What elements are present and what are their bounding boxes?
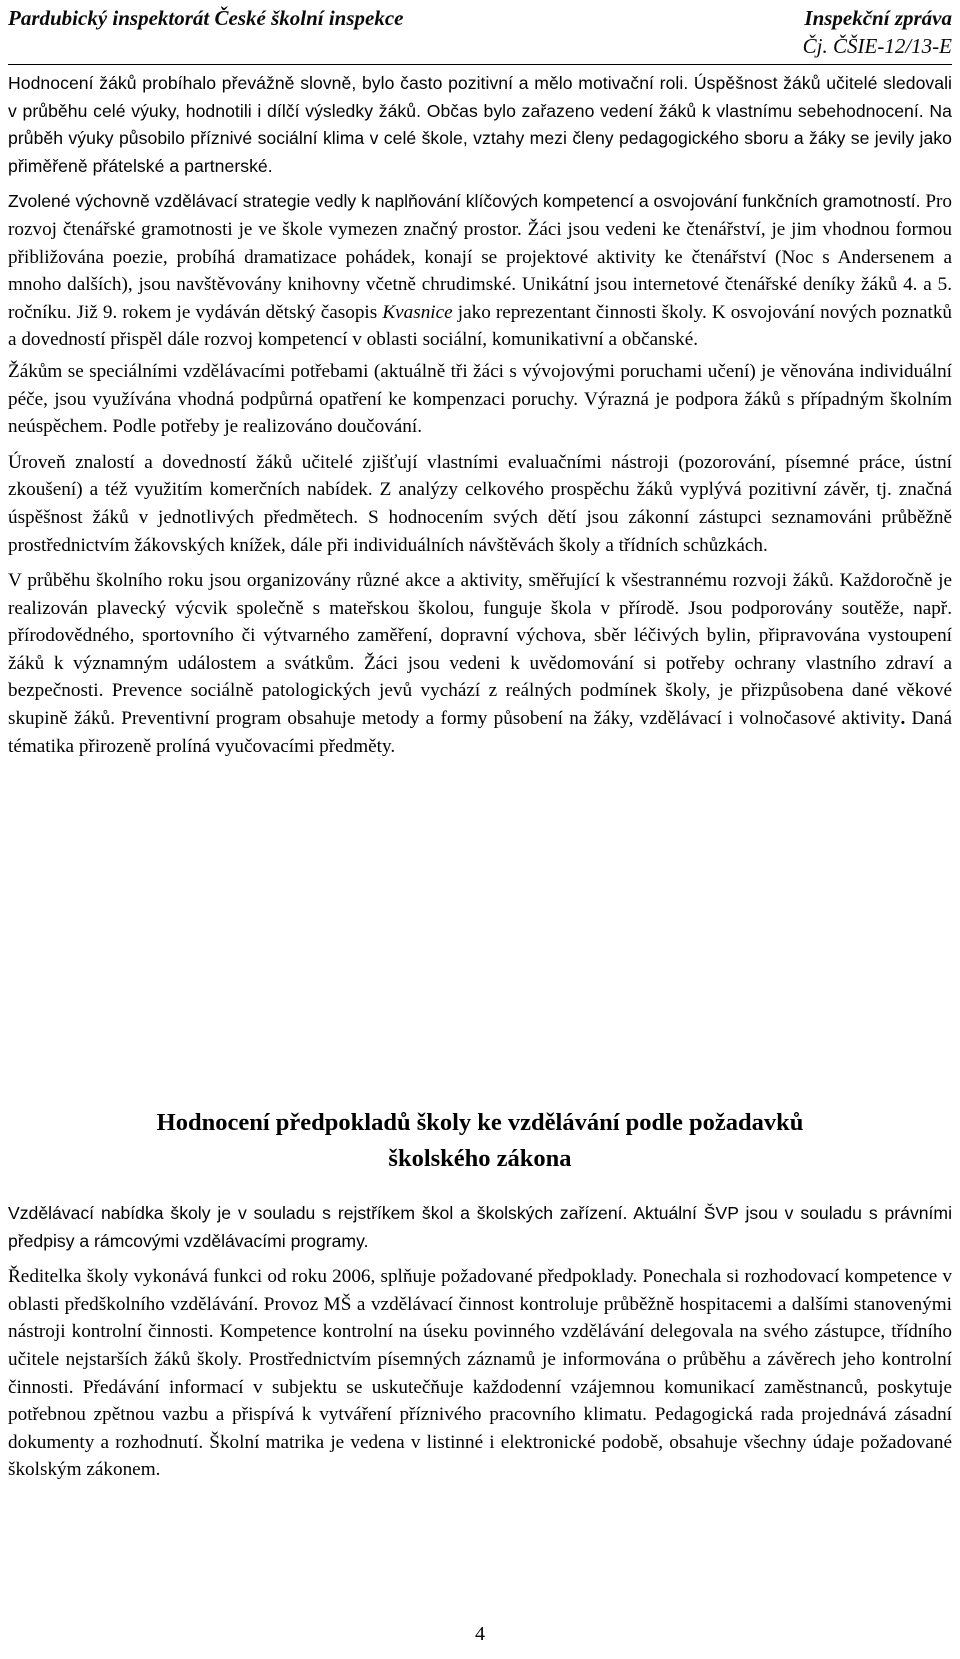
paragraph-activities-end: Daná tématika přirozeně prolíná vyučovacími předměty. [8, 708, 953, 757]
section-heading [8, 1105, 952, 1177]
paragraph-educational-offer: Vzdělávací nabídka školy je v souladu s rejstříkem škol a školských zařízení. Aktuální ŠVP jsou v souladu s právními předpisy a rámcovými vzdělávacími programy. [8, 1203, 952, 1251]
paragraph-strategies-intro: Zvolené výchovně vzdělávací strategie vedly k naplňování klíčových kompetencí a osvojování funkčních gramotností. [8, 191, 921, 212]
section-prerequisites-body [8, 1200, 952, 1492]
header-report-title: Inspekční zpráva [804, 6, 952, 30]
paragraph-strategies-main: Pro rozvoj čtenářské gramotnosti je ve škole vymezen značný prostor. Žáci jsou vedeni ke čtenářství, je jim vhodnou formou přibližována poezie, probíhá dramatizace pohádek, konají se projektové aktivity ke čtenářství (Noc s Andersenem a mnoho dalších), jsou navštěvovány knihovny včetně chrudimské. Unikátní jsou internetové čtenářské deníky žáků 4. a 5. ročníku. Již 9. rokem je vydáván dětský časopis [8, 191, 952, 323]
header-report-info [803, 4, 952, 60]
paragraph-strategies [8, 188, 952, 354]
section-heading-line2: školského zákona [388, 1145, 572, 1172]
section-heading-line1: Hodnocení předpokladů školy ke vzdělávání podle požadavků [156, 1109, 804, 1136]
paragraph-strategies-end: jako reprezentant činnosti školy. K osvojování nových poznatků a dovedností přispěl dále rozvoj kompetencí v oblasti sociální, komunikativní a občanské. [8, 301, 953, 351]
magazine-title: Kvasnice [382, 301, 453, 323]
page-number: 4 [475, 1623, 485, 1645]
header-reference-number: Čj. ČŠIE-12/13-E [802, 34, 952, 58]
paragraph-activities [8, 567, 952, 760]
paragraph-pupil-assessment: Hodnocení žáků probíhalo převážně slovně, bylo často pozitivní a mělo motivační roli. Úspěšnost žáků učitelé sledovali v průběhu celé výuky, hodnotili i dílčí výsledky žáků. Občas bylo zařazeno vedení žáků k vlastnímu sebehodnocení. Na průběh výuky působilo příznivé sociální klima v celé škole, vztahy mezi členy pedagogického sboru a žáky se jevily jako přiměřeně přátelské a partnerské. [8, 73, 952, 176]
header-inspectorate: Pardubický inspektorát České školní inspekce [8, 6, 404, 30]
paragraph-activities-period: . [900, 708, 906, 730]
paragraph-activities-main: V průběhu školního roku jsou organizovány různé akce a aktivity, směřující k všestrannému rozvoji žáků. Každoročně je realizován plavecký výcvik společně s mateřskou školou, funguje škola v přírodě. Jsou podporovány soutěže, např. přírodovědného, sportovního či výtvarného zaměření, dopravní výchova, sběr léčivých bylin, připravována vystoupení žáků k významným událostem a svátkům. Žáci jsou vedeni k uvědomování si potřeby ochrany vlastního zdraví a bezpečnosti. Prevence sociálně patologických jevů vychází z reálných podmínek školy, je přizpůsobena dané věkové skupině žáků. Preventivní program obsahuje metody a formy působení na žáky, vzdělávací i volnočasové aktivity [8, 570, 952, 730]
paragraph-knowledge-level: Úroveň znalostí a dovedností žáků učitelé zjišťují vlastními evaluačními nástroji (pozorování, písemné práce, ústní zkoušení) a též využitím komerčních nabídek. Z analýzy celkového prospěchu žáků vyplývá pozitivní závěr, tj. značná úspěšnost žáků v jednotlivých předmětech. S hodnocením svých dětí jsou zákonní zástupci seznamováni průběžně prostřednictvím žákovských knížek, dále při individuálních návštěvách školy a třídních schůzkách. [8, 451, 952, 556]
page-header [8, 4, 952, 65]
section-evaluation-body [8, 70, 952, 768]
paragraph-management: Ředitelka školy vykonává funkci od roku 2006, splňuje požadované předpoklady. Ponechala si rozhodovací kompetence v oblasti předškolního vzdělávání. Provoz MŠ a vzdělávací činnost kontroluje průběžně hospitacemi a dalšími stanovenými nástroji kontrolní činnosti. Kompetence kontrolní na úseku povinného vzdělávání delegovala na svého zástupce, třídního učitele nejstarších žáků školy. Prostřednictvím písemných záznamů je informována o průběhu a závěrech jeho kontrolní činnosti. Předávání informací v subjektu se uskutečňuje každodenní vzájemnou komunikací zaměstnanců, poskytuje potřebnou zpětnou vazbu a přispívá k vytváření příznivého pracovního klimatu. Pedagogická rada projednává zásadní dokumenty a rozhodnutí. Školní matrika je vedena v listinné i elektronické podobě, obsahuje všechny údaje požadované školským zákonem. [8, 1266, 952, 1481]
paragraph-special-needs: Žákům se speciálními vzdělávacími potřebami (aktuálně tři žáci s vývojovými poruchami učení) je věnována individuální péče, jsou využívána vhodná podpůrná opatření ke kompenzaci poruchy. Výrazná je podpora žáků s případným školním neúspěchem. Podle potřeby je realizováno doučování. [8, 360, 952, 438]
